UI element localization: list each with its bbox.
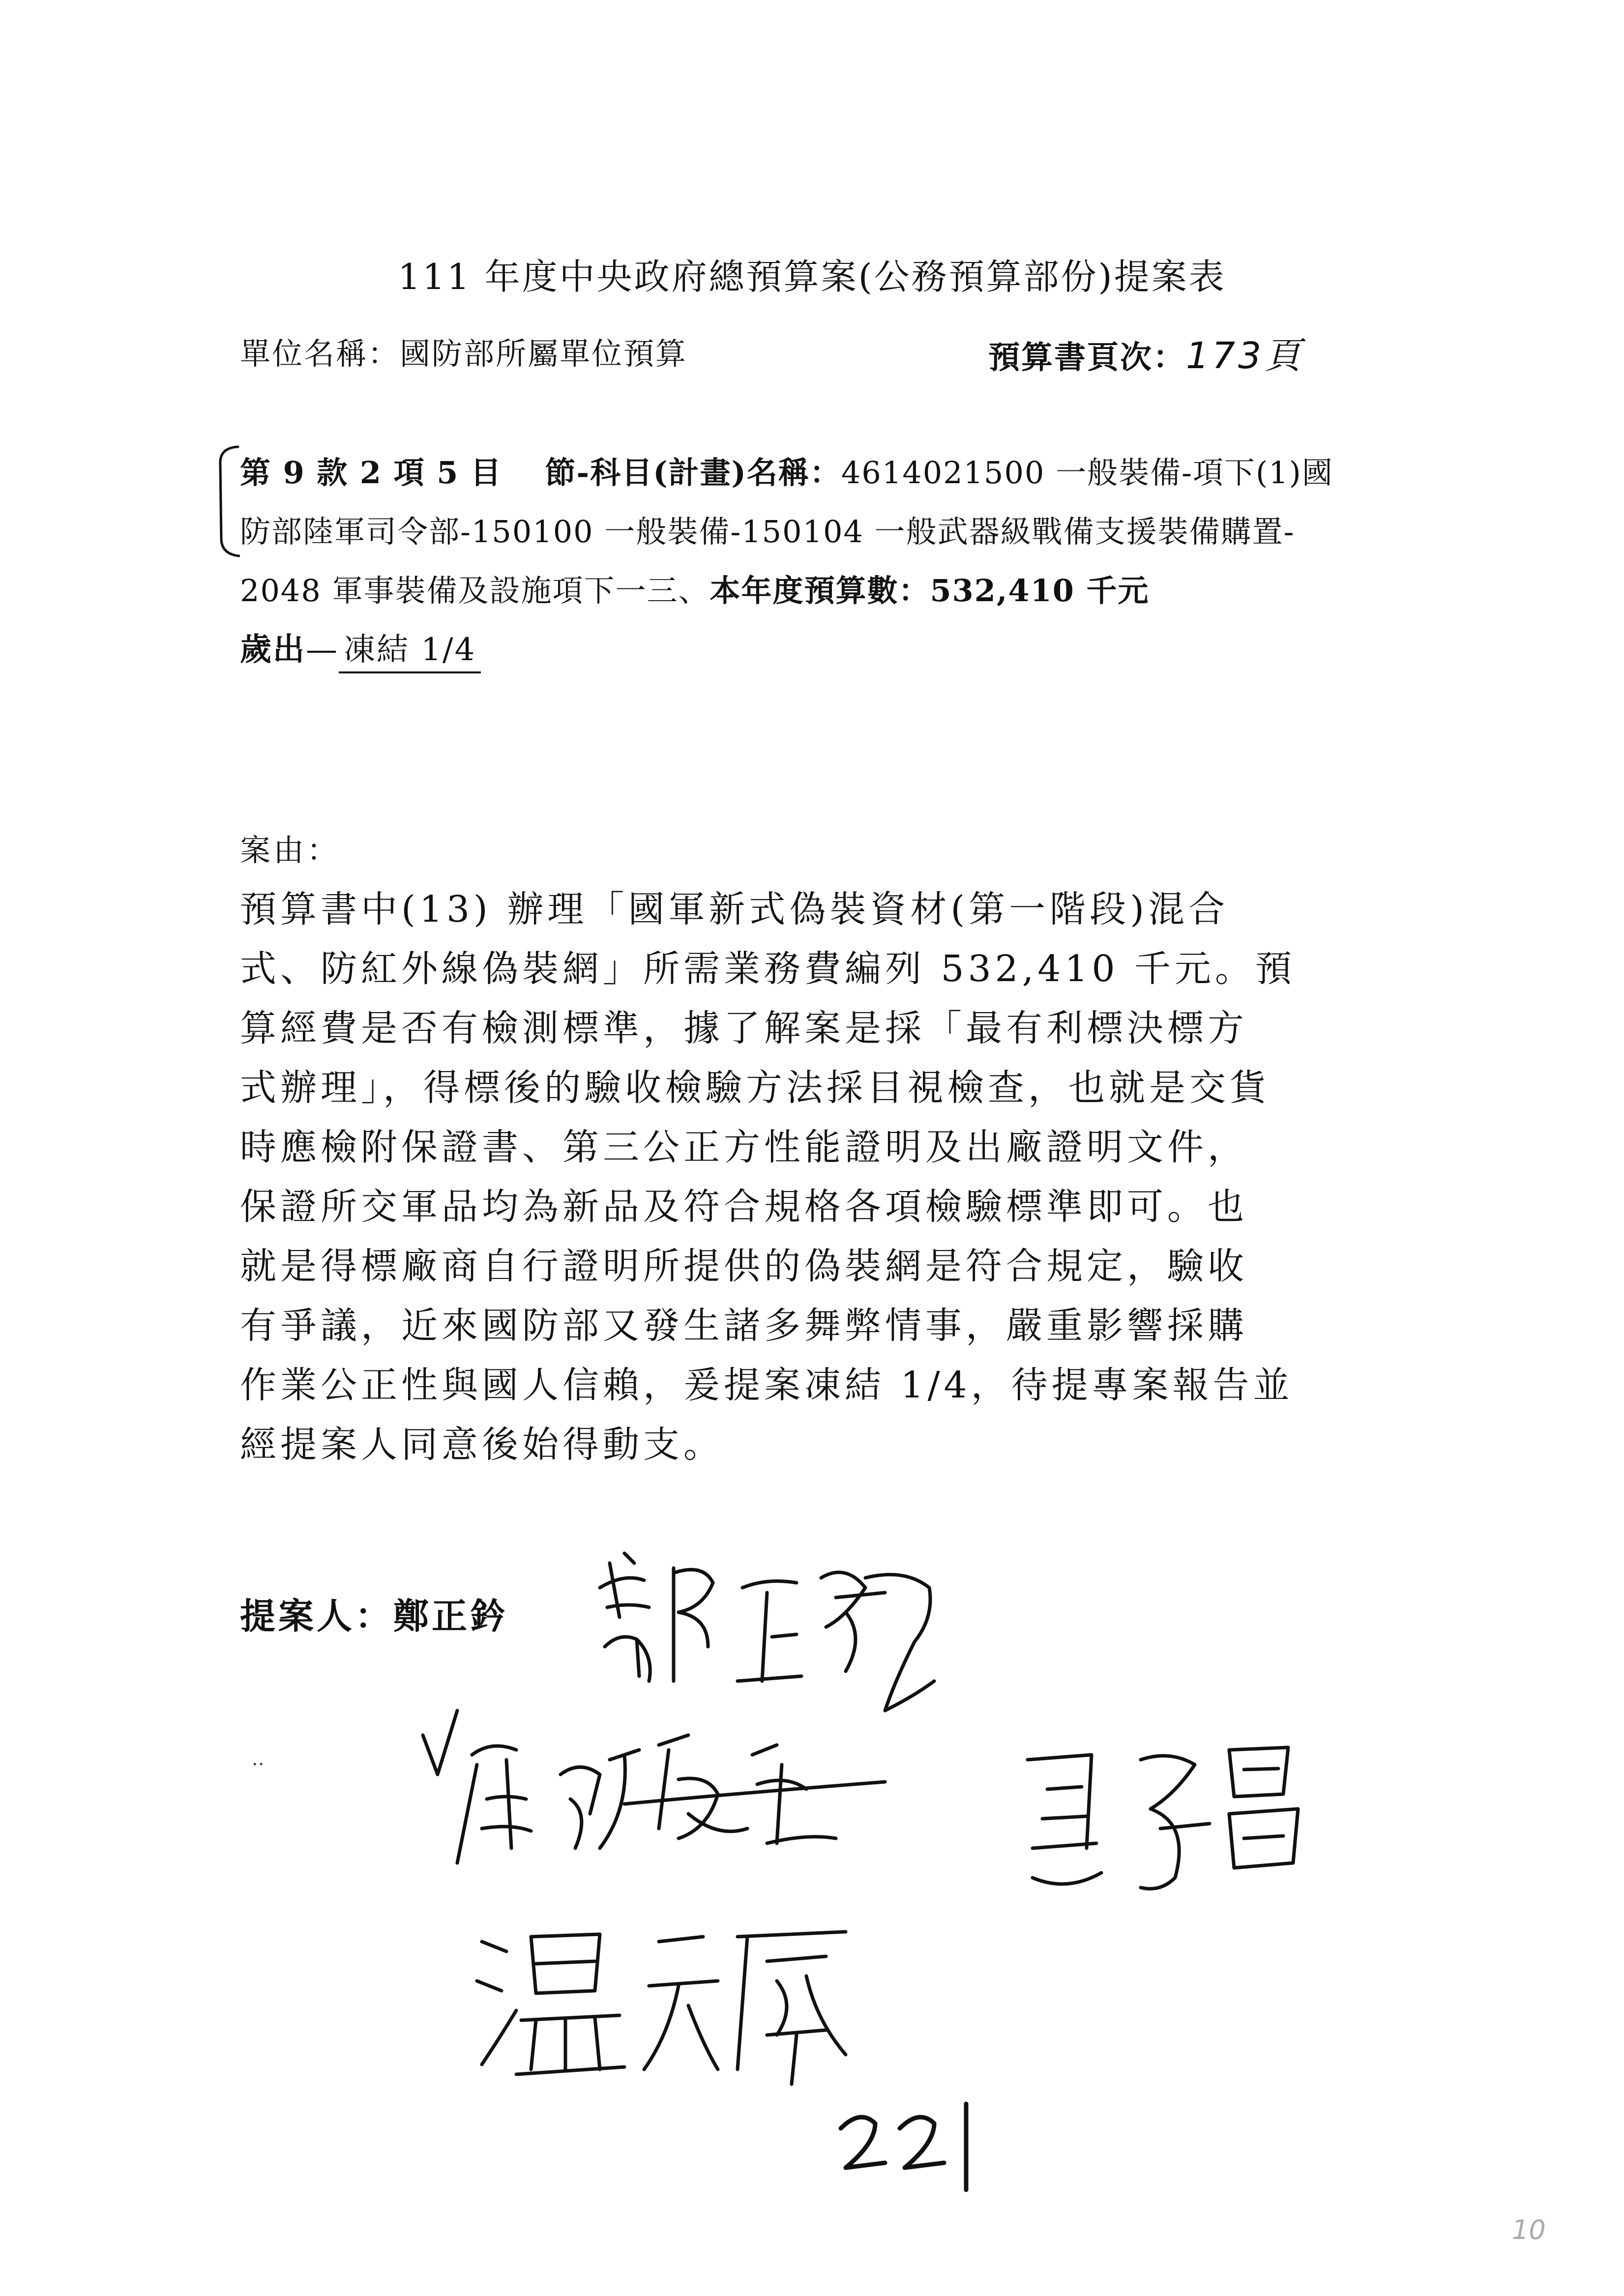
reason-line: 預算書中(13) 辦理「國軍新式偽裝資材(第一階段)混合 <box>240 888 1229 930</box>
page-ref-value: 173頁 <box>1186 335 1304 377</box>
reason-line: 式、防紅外線偽裝網」所需業務費編列 532,410 千元。預 <box>240 948 1296 990</box>
proposer-name: 鄭正鈐 <box>393 1595 509 1637</box>
reason-label: 案由： <box>240 832 341 868</box>
item-line-1 <box>240 443 1474 502</box>
corner-page-number: 10 <box>1512 2214 1546 2245</box>
reason-line: 式辦理」，得標後的驗收檢驗方法採目視檢查，也就是交貨 <box>240 1067 1270 1109</box>
reason-line: 保證所交軍品均為新品及符合規格各項檢驗標準即可。也 <box>240 1186 1248 1228</box>
item-program-code: 4614021500 一般裝備-項下(1)國 <box>841 455 1333 491</box>
reason-line: 時應檢附保證書、第三公正方性能證明及出廠證明文件， <box>240 1126 1248 1168</box>
cosigner-mark: .. <box>252 1747 265 1770</box>
item-line-3 <box>240 561 1474 620</box>
expenditure-freeze <box>240 624 481 673</box>
item-budget-amount: 本年度預算數：532,410 千元 <box>709 573 1150 609</box>
freeze-dash: — <box>306 632 339 668</box>
cosigner-signature-2 <box>1013 1730 1318 1929</box>
proposer-label: 提案人： <box>240 1595 394 1637</box>
cosigner-signature-3 <box>472 1907 875 2116</box>
page-ref-label: 預算書頁次： <box>988 339 1186 376</box>
budget-page-reference <box>988 327 1303 379</box>
freeze-label: 歲出 <box>240 631 306 668</box>
reason-line: 算經費是否有檢測標準，據了解案是採「最有利標決標方 <box>240 1007 1248 1049</box>
cosigner-signature-1 <box>413 1701 895 1909</box>
handwritten-page-number <box>831 2099 988 2192</box>
proposer <box>240 1588 508 1639</box>
item-program-tail: 2048 軍事裝備及設施項下一三、 <box>240 573 710 609</box>
budget-item-block <box>240 443 1474 620</box>
handwritten-bracket <box>215 445 240 558</box>
item-line-2: 防部陸軍司令部-150100 一般裝備-150104 一般武器級戰備支援裝備購置- <box>240 514 1295 550</box>
document-title: 111 年度中央政府總預算案(公務預算部份)提案表 <box>398 256 1226 297</box>
reason-line: 就是得標廠商自行證明所提供的偽裝網是符合規定，驗收 <box>240 1245 1248 1287</box>
item-section-label: 第 9 款 2 項 5 目 節-科目(計畫)名稱： <box>240 455 841 491</box>
unit-name: 單位名稱：國防部所屬單位預算 <box>240 336 688 372</box>
proposer-signature <box>590 1534 964 1722</box>
reason-line: 經提案人同意後始得動支。 <box>240 1424 724 1466</box>
reason-line: 作業公正性與國人信賴，爰提案凍結 1/4，待提專案報告並 <box>240 1364 1294 1406</box>
reason-line: 有爭議，近來國防部又發生諸多舞弊情事，嚴重影響採購 <box>240 1305 1248 1347</box>
reason-body <box>240 880 1390 1475</box>
freeze-value: 凍結 1/4 <box>339 624 481 673</box>
